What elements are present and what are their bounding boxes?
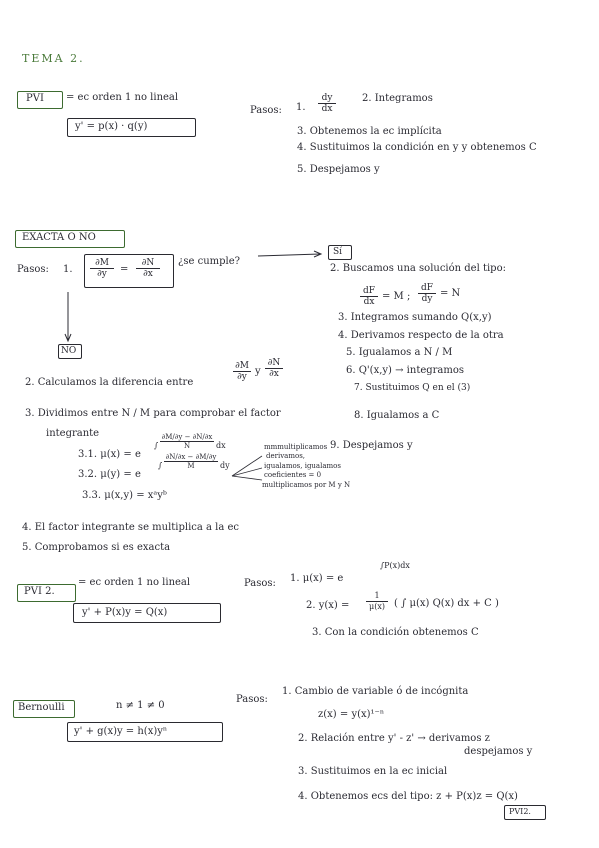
pvi-formula: y' = p(x) · q(y) bbox=[75, 121, 148, 132]
pvi2-step1-exponent: ∫P(x)dx bbox=[380, 561, 410, 570]
bernoulli-step2-despejamos: despejamos y bbox=[464, 746, 533, 757]
no-step4: 4. El factor integrante se multiplica a la ec bbox=[22, 522, 240, 533]
bernoulli-step3: 3. Sustituimos en la ec inicial bbox=[298, 766, 448, 777]
si-step8: 8. Igualamos a C bbox=[354, 410, 440, 421]
exacta-dM-numerator: ∂M bbox=[90, 258, 114, 269]
no-step31-integral: ∫ bbox=[154, 441, 159, 450]
pvi2-label: PVI 2. bbox=[24, 586, 55, 597]
note-line-3: igualamos, igualamos bbox=[264, 462, 341, 470]
no-step3: 3. Dividimos entre N / M para comprobar el factor bbox=[25, 408, 281, 419]
si-eq1-rhs: = M ; bbox=[382, 291, 411, 302]
bernoulli-reference: PVI2. bbox=[509, 807, 531, 816]
si-step9: 9. Despejamos y bbox=[330, 440, 413, 451]
si-dF-dx-numerator: dF bbox=[360, 286, 378, 297]
bernoulli-step1-substitution: z(x) = y(x)¹⁻ⁿ bbox=[318, 709, 385, 720]
note-line-5: multiplicamos por M y N bbox=[262, 481, 351, 489]
exacta-dM-denominator: ∂y bbox=[97, 269, 107, 279]
exacta-step1-number: 1. bbox=[63, 264, 73, 275]
no-step32-fraction bbox=[164, 453, 218, 470]
no-step31-denominator: N bbox=[183, 442, 191, 450]
no-step32-dy: dy bbox=[220, 461, 230, 470]
pvi2-step2-rhs: ( ∫ μ(x) Q(x) dx + C ) bbox=[394, 598, 499, 609]
no-label: NO bbox=[61, 346, 77, 356]
exacta-dN-denominator: ∂x bbox=[143, 269, 153, 279]
no-dN-dx-denominator: ∂x bbox=[269, 369, 279, 379]
no-step32-numerator: ∂N/∂x − ∂M/∂y bbox=[165, 453, 217, 461]
no-dM-dy-denominator: ∂y bbox=[237, 372, 247, 382]
pvi2-description: = ec orden 1 no lineal bbox=[78, 577, 191, 588]
bernoulli-condition: n ≠ 1 ≠ 0 bbox=[116, 700, 165, 711]
note-line-4: coeficientes = 0 bbox=[264, 471, 322, 479]
pvi2-formula: y' + P(x)y = Q(x) bbox=[82, 607, 168, 618]
no-dM-dy bbox=[233, 361, 251, 382]
pvi2-step2: 2. y(x) = bbox=[306, 600, 350, 611]
no-step33: 3.3. μ(x,y) = xᵃyᵇ bbox=[82, 490, 167, 501]
pvi-step4: 4. Sustituimos la condición en y y obtenemos C bbox=[297, 142, 537, 153]
no-step31-fraction bbox=[160, 433, 214, 450]
no-step32-denominator: M bbox=[187, 462, 195, 470]
pvi-step2: 2. Integramos bbox=[362, 93, 433, 104]
pvi-step1-denominator: dx bbox=[321, 104, 333, 114]
note-line-1: mmmultiplicamos bbox=[264, 443, 328, 451]
pvi2-step3: 3. Con la condición obtenemos C bbox=[312, 627, 479, 638]
no-step31-numerator: ∂M/∂y − ∂N/∂x bbox=[161, 433, 213, 441]
no-step5: 5. Comprobamos si es exacta bbox=[22, 542, 171, 553]
pvi-label: PVI bbox=[26, 93, 44, 104]
arrow-to-si bbox=[258, 254, 320, 256]
note-arrow-3 bbox=[232, 476, 262, 480]
exacta-dN-numerator: ∂N bbox=[136, 258, 160, 269]
si-step6: 6. Q'(x,y) → integramos bbox=[346, 365, 465, 376]
si-step2: 2. Buscamos una solución del tipo: bbox=[330, 263, 506, 274]
pvi2-step2-numerator: 1 bbox=[366, 591, 388, 602]
no-step31: 3.1. μ(x) = e bbox=[78, 449, 141, 460]
equals-sign: = bbox=[120, 264, 129, 275]
bernoulli-step4: 4. Obtenemos ecs del tipo: z + P(x)z = Q(x) bbox=[298, 791, 518, 802]
exacta-pasos-label: Pasos: bbox=[17, 264, 49, 275]
bernoulli-label: Bernoulli bbox=[18, 702, 65, 713]
pvi-step5: 5. Despejamos y bbox=[297, 164, 380, 175]
pvi-step1-number: 1. bbox=[296, 102, 306, 113]
note-line-2: derivamos, bbox=[266, 452, 306, 460]
pvi-step1-numerator: dy bbox=[318, 93, 336, 104]
pvi2-step2-fraction bbox=[366, 591, 388, 612]
pvi-step3: 3. Obtenemos la ec implícita bbox=[297, 126, 442, 137]
si-dF-dy-numerator: dF bbox=[418, 283, 436, 294]
pvi2-pasos-label: Pasos: bbox=[244, 578, 276, 589]
bernoulli-pasos-label: Pasos: bbox=[236, 694, 268, 705]
si-label: Sí bbox=[333, 247, 343, 257]
bernoulli-formula: y' + g(x)y = h(x)yⁿ bbox=[74, 726, 168, 737]
pvi-pasos-label: Pasos: bbox=[250, 105, 282, 116]
pvi2-step2-denominator: μ(x) bbox=[369, 602, 385, 611]
no-dN-dx-numerator: ∂N bbox=[265, 358, 283, 369]
no-step3-integrante: integrante bbox=[46, 428, 100, 439]
si-dF-dy bbox=[418, 283, 436, 304]
no-step2: 2. Calculamos la diferencia entre bbox=[25, 377, 194, 388]
exacta-label: EXACTA O NO bbox=[22, 232, 96, 243]
si-step7: 7. Sustituimos Q en el (3) bbox=[354, 383, 471, 393]
bernoulli-step1: 1. Cambio de variable ó de incógnita bbox=[282, 686, 469, 697]
si-dF-dx bbox=[360, 286, 378, 307]
si-dF-dy-denominator: dy bbox=[421, 294, 433, 304]
no-step32: 3.2. μ(y) = e bbox=[78, 469, 141, 480]
no-step32-integral: ∫ bbox=[158, 461, 163, 470]
no-step31-dx: dx bbox=[216, 441, 226, 450]
pvi-description: = ec orden 1 no lineal bbox=[66, 92, 179, 103]
exacta-question: ¿se cumple? bbox=[178, 256, 240, 267]
note-arrow-2 bbox=[232, 468, 262, 476]
page-title: TEMA 2. bbox=[22, 52, 85, 65]
no-step2-and: y bbox=[255, 366, 261, 377]
no-dN-dx bbox=[265, 358, 283, 379]
no-dM-dy-numerator: ∂M bbox=[233, 361, 251, 372]
si-step3: 3. Integramos sumando Q(x,y) bbox=[338, 312, 492, 323]
pvi2-step1: 1. μ(x) = e bbox=[290, 573, 344, 584]
si-dF-dx-denominator: dx bbox=[363, 297, 375, 307]
bernoulli-step2: 2. Relación entre y' - z' → derivamos z bbox=[298, 733, 490, 744]
si-step5: 5. Igualamos a N / M bbox=[346, 347, 453, 358]
note-arrow-1 bbox=[232, 456, 262, 476]
si-eq2-rhs: = N bbox=[440, 288, 461, 299]
si-step4: 4. Derivamos respecto de la otra bbox=[338, 330, 504, 341]
